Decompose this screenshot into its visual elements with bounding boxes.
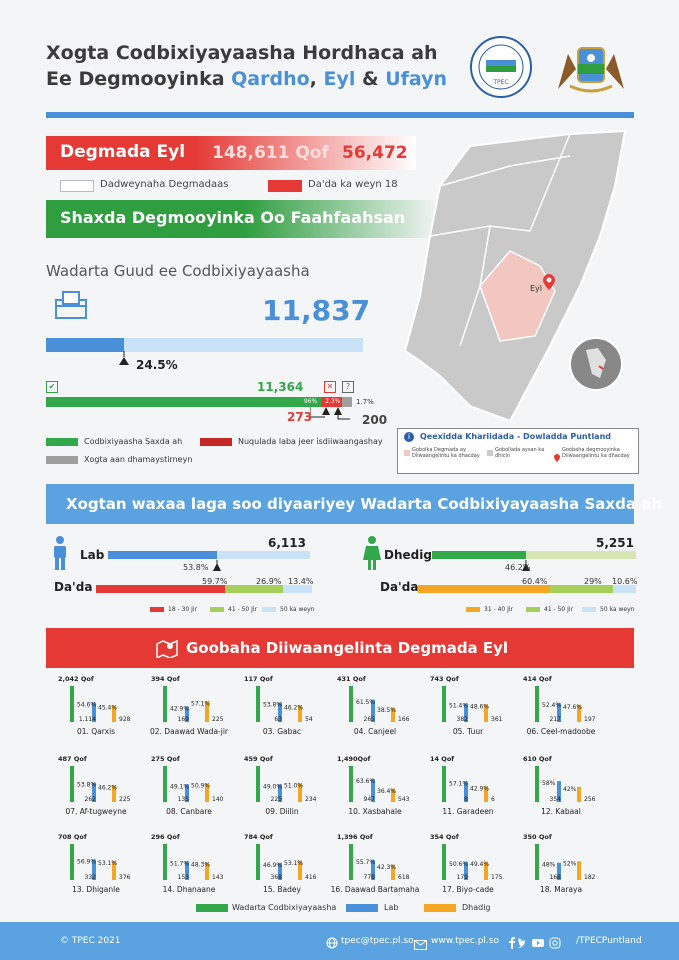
center-name: 16. Daawad Bartamaha [330, 885, 420, 894]
center-female-value: 225 [212, 716, 224, 723]
total-bar-fill [46, 338, 124, 352]
puntland-emblem [548, 34, 634, 96]
center-name: 18. Maraya [539, 885, 583, 894]
female-age-seg-1 [418, 585, 550, 593]
header-divider [46, 112, 634, 118]
title-text: Ee Degmooyinka [46, 68, 232, 90]
center-female-value: 166 [398, 716, 410, 723]
male-age-legend-swatch-2 [210, 607, 224, 612]
legend-swatch-b [487, 450, 493, 456]
center-female-pct: 46.2% [98, 784, 118, 792]
center-male-pct: 57.1% [449, 780, 469, 788]
center-female-value: 175 [491, 874, 503, 881]
title-highlight-eyl: Eyl [323, 68, 356, 90]
map-pin-icon [543, 274, 555, 290]
female-percent: 46.2% [505, 563, 531, 572]
male-age-seg-3 [283, 585, 312, 593]
cross-icon: ✕ [324, 381, 336, 393]
center-total-bar [70, 844, 74, 880]
legend-dup: Nuqulada laba jeer isdiiwaangashay [238, 437, 383, 446]
section-centers-title: Goobaha Diiwaangelinta Degmada Eyl [186, 639, 509, 657]
center-female-bar [577, 861, 581, 880]
center-female-value: 376 [119, 874, 131, 881]
ballot-box-icon [54, 290, 88, 320]
legend-dup-swatch [200, 438, 232, 446]
male-percent: 53.8% [183, 563, 209, 572]
centers-legend-female-swatch [424, 904, 456, 912]
center-female-pct: 42.9% [470, 785, 490, 793]
valid-value: 11,364 [257, 380, 304, 394]
center-name: 03. Gabac [262, 727, 302, 736]
legend-population: Dadweynaha Degmadaas [100, 179, 229, 190]
centers-legend-male: Lab [384, 903, 399, 912]
footer-web[interactable]: www.tpec.pl.so [431, 936, 499, 946]
tpec-logo [470, 36, 532, 98]
centers-legend-total-swatch [196, 904, 228, 912]
center-female-pct: 47.6% [563, 703, 583, 711]
center-male-pct: 53.8% [263, 701, 283, 709]
female-age-legend-swatch-3 [582, 607, 596, 612]
map-pin-label: Eyl [530, 284, 543, 293]
legend-valid: Codbixiyaasha Saxda ah [84, 437, 183, 446]
center-female-value: 182 [584, 874, 596, 881]
male-age-pct-3: 13.4% [288, 577, 314, 586]
male-bar-track [108, 551, 310, 559]
male-age-legend-swatch-3 [262, 607, 276, 612]
legend-population-swatch [60, 180, 94, 192]
center-female-value: 234 [305, 796, 317, 803]
center-name: 08. Canbare [166, 807, 212, 816]
center-male-value: 225 [270, 796, 282, 803]
total-percent: 24.5% [136, 358, 178, 372]
center-female-pct: 48.3% [191, 861, 211, 869]
male-bar-fill [108, 551, 217, 559]
center-female-pct: 46.2% [284, 704, 304, 712]
male-icon [50, 536, 70, 570]
district-name: Degmada Eyl [60, 142, 186, 162]
center-male-pct: 63.6% [356, 778, 376, 786]
center-total-bar [163, 844, 167, 880]
male-age-legend-swatch-1 [150, 607, 164, 612]
center-male-pct: 50.6% [449, 860, 469, 868]
center-total-label: 14 Qof [430, 755, 455, 763]
total-value: 11,837 [262, 294, 371, 327]
female-age-legend-swatch-1 [466, 607, 480, 612]
center-female-pct: 38.5% [377, 707, 397, 715]
center-female-value: 143 [212, 874, 224, 881]
center-male-pct: 42.9% [170, 705, 190, 713]
center-male-pct: 46.9% [263, 862, 283, 870]
center-total-label: 296 Qof [151, 833, 180, 841]
female-age-seg-3 [613, 585, 636, 593]
title-line-2 [46, 66, 447, 92]
center-male-value: 332 [84, 874, 96, 881]
validity-markers [310, 405, 350, 423]
center-male-value: 169 [177, 716, 189, 723]
center-total-bar [256, 686, 260, 722]
center-name: 10. Xasbahale [348, 807, 402, 816]
center-male-pct: 53.8% [77, 781, 97, 789]
center-female-value: 928 [119, 716, 131, 723]
district-voters18: 56,472 [342, 143, 408, 163]
section-valid-title: Xogtan waxaa laga soo diyaariyey Wadarta Codbixiyayaasha Saxda ah [66, 495, 662, 513]
center-total-bar [349, 686, 353, 722]
center-female-pct: 48.6% [470, 703, 490, 711]
map-legend-c: Goobaha degmooyinka Diiwaangelintu ka dhacday [562, 447, 630, 459]
footer-email[interactable]: tpec@tpec.pl.so [341, 936, 414, 946]
female-age-seg-2 [550, 585, 613, 593]
center-male-pct: 58% [542, 780, 556, 788]
center-male-pct: 51.7% [170, 860, 190, 868]
page-title [46, 40, 447, 92]
duplicate-value: 273 [287, 410, 313, 424]
valid-pct: 96% [303, 398, 318, 405]
dup-pct: 2.3% [325, 398, 341, 405]
center-male-pct: 54.6% [77, 701, 97, 709]
section-detail-title: Shaxda Degmooyinka Oo Faahfaahsan [60, 208, 406, 227]
center-total-bar [163, 766, 167, 802]
center-male-value: 63 [274, 716, 282, 723]
legend-pin-icon [554, 447, 560, 455]
center-total-bar [535, 686, 539, 722]
male-age-legend-1: 18 - 30 Jir [168, 606, 198, 613]
female-age-bar [418, 585, 636, 593]
validity-bar [46, 397, 352, 407]
center-female-pct: 42.3% [377, 863, 397, 871]
center-name: 04. Canjeel [353, 727, 397, 736]
center-name: 05. Tuur [452, 727, 484, 736]
total-marker-icon [119, 350, 129, 364]
title-line-1: Xogta Codbixiyayaasha Hordhaca ah [46, 42, 438, 64]
center-female-value: 140 [212, 796, 224, 803]
center-name: 09. Diilin [265, 807, 299, 816]
center-female-pct: 51.0% [284, 782, 304, 790]
center-total-bar [442, 766, 446, 802]
center-total-bar [256, 844, 260, 880]
logo-text: TPEC [493, 79, 509, 86]
centers-legend-male-swatch [346, 904, 378, 912]
center-male-value: 217 [549, 716, 561, 723]
centers-legend-total: Wadarta Codbixiyayaasha [232, 903, 337, 912]
social-icons [508, 934, 572, 946]
center-total-bar [349, 766, 353, 802]
center-total-label: 431 Qof [337, 675, 366, 683]
center-female-bar [577, 787, 581, 802]
center-name: 15. Badey [263, 885, 301, 894]
center-female-pct: 50.9% [191, 782, 211, 790]
center-male-value: 135 [177, 796, 189, 803]
center-name: 07. Af-tugweyne [65, 807, 127, 816]
female-age-legend-3: 50 ka weyn [600, 606, 635, 613]
male-age-bar [96, 585, 312, 593]
incomplete-value: 200 [362, 413, 388, 427]
center-female-value: 618 [398, 874, 410, 881]
map-legend-a: Gobolka Degmada ay Diiwaangelintu ka dhacday [412, 447, 480, 459]
center-name: 02. Daawad Wada-jir [150, 727, 228, 736]
center-total-bar [70, 766, 74, 802]
female-icon [362, 536, 382, 570]
center-total-bar [442, 686, 446, 722]
center-male-pct: 61.5% [356, 698, 376, 706]
female-value: 5,251 [596, 536, 634, 550]
center-female-pct: 57.1% [191, 700, 211, 708]
center-female-value: 6 [491, 796, 495, 803]
center-total-label: 487 Qof [58, 755, 87, 763]
center-female-pct: 52% [563, 860, 577, 868]
male-age-legend-3: 50 ka weyn [280, 606, 315, 613]
center-total-bar [256, 766, 260, 802]
male-age-legend-2: 41 - 50 Jir [228, 606, 258, 613]
center-female-value: 416 [305, 874, 317, 881]
center-male-pct: 49.0% [263, 783, 283, 791]
center-total-label: 414 Qof [523, 675, 552, 683]
center-male-value: 382 [456, 716, 468, 723]
center-male-pct: 48% [542, 861, 556, 869]
mail-icon [414, 935, 427, 945]
center-name: 12. Kabaal [541, 807, 581, 816]
male-age-pct-1: 59.7% [202, 577, 228, 586]
female-age-pct-2: 29% [584, 577, 602, 586]
center-total-label: 275 Qof [151, 755, 180, 763]
center-name: 06. Ceel-madoobe [526, 727, 596, 736]
footer-copyright: © TPEC 2021 [60, 936, 121, 946]
center-total-bar [163, 686, 167, 722]
center-female-value: 543 [398, 796, 410, 803]
map-location-icon [156, 638, 178, 658]
center-total-bar [442, 844, 446, 880]
check-icon: ✔ [46, 381, 58, 393]
female-age-label: Da'da [380, 580, 419, 594]
center-male-value: 262 [84, 796, 96, 803]
center-female-value: 197 [584, 716, 596, 723]
center-total-label: 743 Qof [430, 675, 459, 683]
female-bar-track [432, 551, 636, 559]
center-female-pct: 53.1% [284, 859, 304, 867]
center-male-pct: 49.1% [170, 783, 190, 791]
center-male-value: 778 [363, 874, 375, 881]
center-name: 14. Dhanaane [162, 885, 216, 894]
center-male-value: 8 [464, 796, 468, 803]
legend-incomplete: Xogta aan dhamaystirneyn [84, 455, 193, 464]
center-female-pct: 53.1% [98, 859, 118, 867]
legend-swatch-a [404, 450, 410, 456]
center-total-label: 394 Qof [151, 675, 180, 683]
center-female-value: 361 [491, 716, 503, 723]
center-total-label: 708 Qof [58, 833, 87, 841]
center-total-label: 354 Qof [430, 833, 459, 841]
legend-incomplete-swatch [46, 456, 78, 464]
total-heading: Wadarta Guud ee Codbixiyayaasha [46, 262, 310, 280]
map-legend-title: Qeexidda Khariidada - Dowladda Puntland [420, 432, 611, 441]
center-total-bar [349, 844, 353, 880]
center-total-label: 350 Qof [523, 833, 552, 841]
center-total-label: 1,396 Qof [337, 833, 373, 841]
center-male-pct: 56.9% [77, 858, 97, 866]
center-total-label: 117 Qof [244, 675, 273, 683]
legend-valid-swatch [46, 438, 78, 446]
center-female-value: 225 [119, 796, 131, 803]
legend-over18: Da'da ka weyn 18 [308, 179, 398, 190]
center-name: 01. Qarxis [76, 727, 116, 736]
male-age-pct-2: 26.9% [256, 577, 282, 586]
center-male-value: 153 [177, 874, 189, 881]
male-age-seg-2 [225, 585, 283, 593]
center-female-value: 256 [584, 796, 596, 803]
info-icon: i [404, 432, 414, 442]
question-icon: ? [342, 381, 354, 393]
title-sep: & [355, 68, 386, 90]
center-male-pct: 51.4% [449, 702, 469, 710]
male-age-seg-1 [96, 585, 225, 593]
globe-icon [326, 934, 338, 946]
center-male-value: 947 [363, 796, 375, 803]
title-highlight-qardho: Qardho [231, 68, 310, 90]
female-age-pct-3: 10.6% [612, 577, 638, 586]
center-female-pct: 45.4% [98, 704, 118, 712]
center-male-value: 168 [549, 874, 561, 881]
center-name: 17. Biyo-cade [442, 885, 494, 894]
female-bar-fill [432, 551, 526, 559]
female-age-legend-1: 31 - 40 Jir [484, 606, 514, 613]
puntland-map [400, 126, 636, 426]
female-age-pct-1: 60.4% [522, 577, 548, 586]
centers-chart [0, 670, 679, 900]
incomplete-pct: 1.7% [356, 398, 374, 406]
center-total-bar [535, 844, 539, 880]
center-female-pct: 36.4% [377, 787, 397, 795]
center-name: 11. Garadeen [442, 807, 494, 816]
center-total-label: 2,042 Qof [58, 675, 94, 683]
center-male-value: 179 [456, 874, 468, 881]
center-name: 13. Dhiganle [72, 885, 120, 894]
centers-legend-female: Dhadig [462, 903, 491, 912]
male-label: Lab [80, 548, 105, 562]
male-marker-icon [213, 556, 221, 567]
center-total-bar [535, 766, 539, 802]
center-male-pct: 52.4% [542, 702, 562, 710]
female-label: Dhedig [384, 548, 432, 562]
center-male-value: 354 [549, 796, 561, 803]
center-male-pct: 55.7% [356, 858, 376, 866]
center-male-value: 265 [363, 716, 375, 723]
legend-over18-swatch [268, 180, 302, 192]
validity-valid-segment [46, 397, 321, 407]
total-bar-track [46, 338, 363, 352]
center-total-label: 459 Qof [244, 755, 273, 763]
center-male-value: 1,114 [78, 716, 96, 723]
center-total-bar [70, 686, 74, 722]
map-legend-b: Gobollada aysan ka dhicin [495, 447, 545, 459]
center-male-value: 368 [270, 874, 282, 881]
female-age-legend-swatch-2 [526, 607, 540, 612]
district-population: 148,611 Qof [212, 143, 329, 163]
center-female-value: 54 [305, 716, 313, 723]
footer-social[interactable]: /TPECPuntland [576, 936, 642, 946]
center-total-label: 1,490Qof [337, 755, 371, 763]
center-female-pct: 42% [563, 785, 577, 793]
title-highlight-ufayn: Ufayn [385, 68, 448, 90]
female-age-legend-2: 41 - 50 Jir [544, 606, 574, 613]
center-total-label: 610 Qof [523, 755, 552, 763]
title-sep: , [309, 68, 324, 90]
male-value: 6,113 [268, 536, 306, 550]
center-total-label: 784 Qof [244, 833, 273, 841]
center-female-pct: 49.4% [470, 861, 490, 869]
male-age-label: Da'da [54, 580, 93, 594]
